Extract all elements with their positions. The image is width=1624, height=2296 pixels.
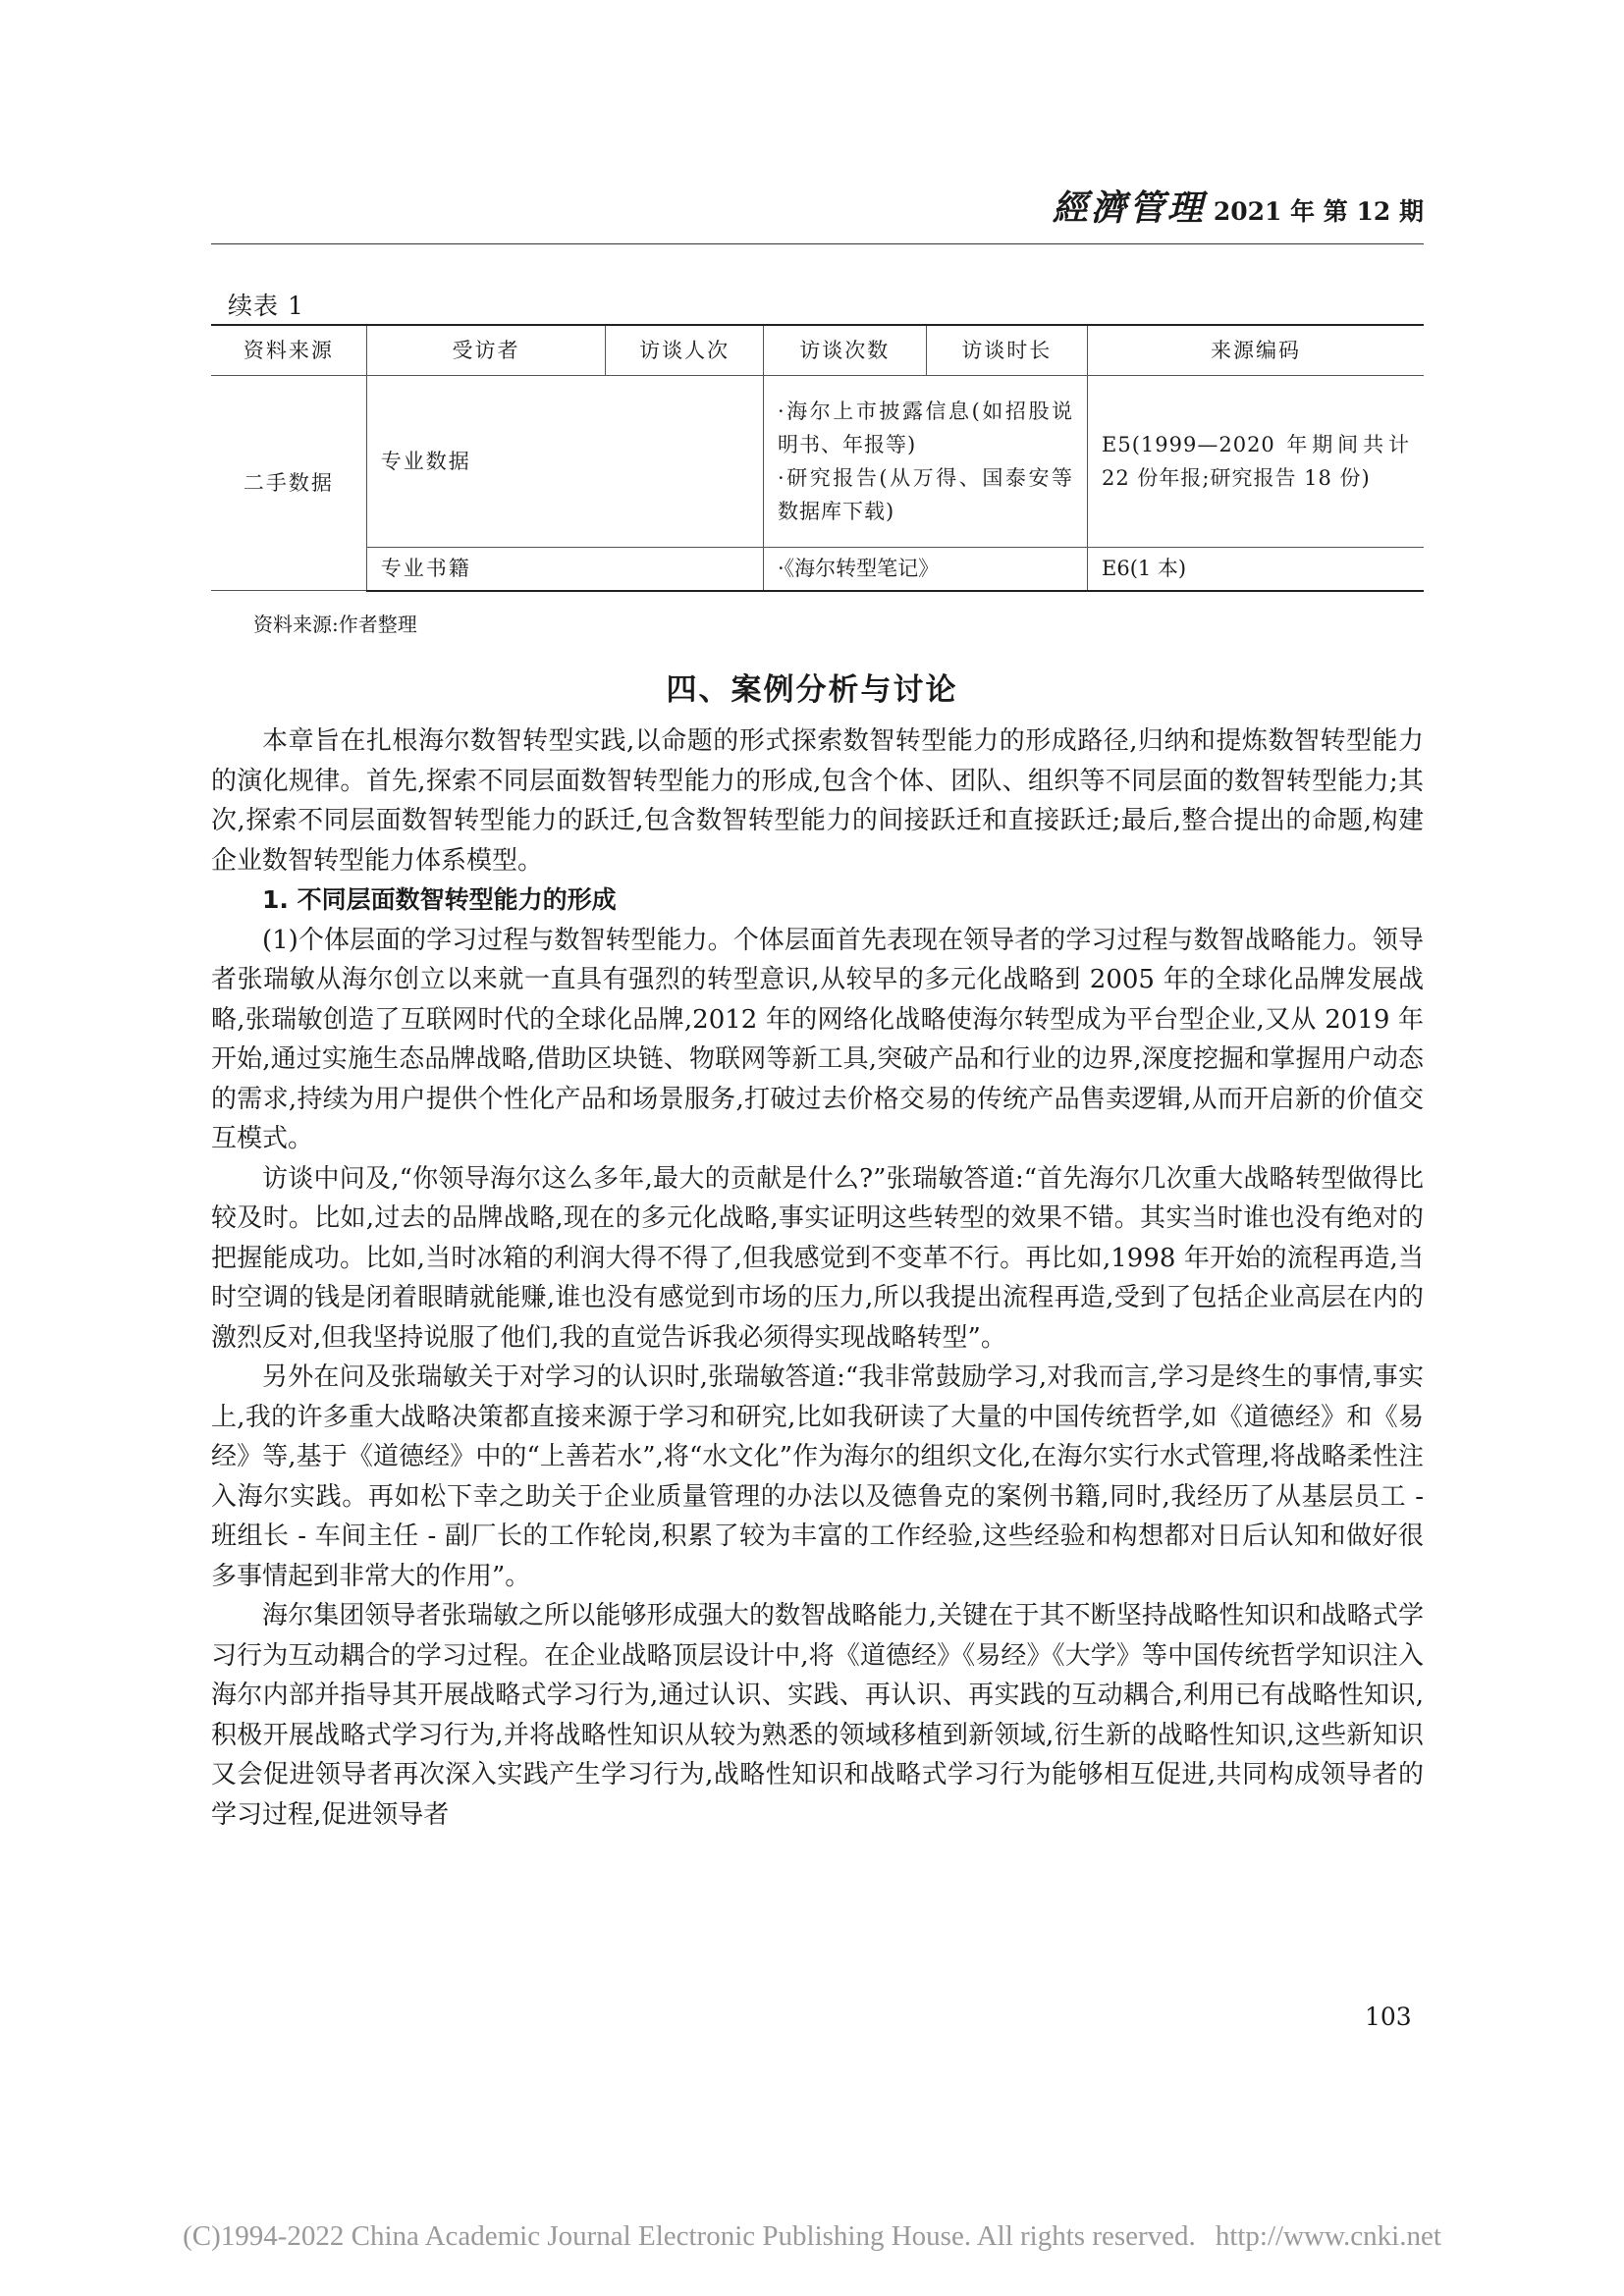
- journal-name: 經濟管理: [1052, 187, 1206, 229]
- type-cell: 专业数据: [366, 376, 763, 548]
- subsection-heading: 1. 不同层面数智转型能力的形成: [262, 885, 617, 914]
- paragraph: 本章旨在扎根海尔数智转型实践,以命题的形式探索数智转型能力的形成路径,归纳和提炼数智转型能力的演化规律。首先,探索不同层面数智转型能力的形成,包含个体、团队、组织等不同层面的数智转型能力;其次,探索不同层面数智转型能力的跃迁,包含数智转型能力的间接跃迁和直接跃迁;最后,整合提出的命题,构建企业数智转型能力体系模型。: [211, 726, 1424, 876]
- code-cell: E5(1999—2020 年期间共计 22 份年报;研究报告 18 份): [1088, 376, 1424, 548]
- paragraph: 海尔集团领导者张瑞敏之所以能够形成强大的数智战略能力,关键在于其不断坚持战略性知识和战略式学习行为互动耦合的学习过程。在企业战略顶层设计中,将《道德经》《易经》《大学》等中国传统哲学知识注入海尔内部并指导其开展战略式学习行为,通过认识、实践、再认识、再实践的互动耦合,利用已有战略性知识,积极开展战略式学习行为,并将战略性知识从较为熟悉的领域移植到新领域,衍生新的战略性知识,这些新知识又会促进领导者再次深入实践产生学习行为,战略性知识和战略式学习行为能够相互促进,共同构成领导者的学习过程,促进领导者: [211, 1601, 1424, 1830]
- type-cell: 专业书籍: [366, 548, 763, 591]
- paragraph: (1)个体层面的学习过程与数智转型能力。个体层面首先表现在领导者的学习过程与数智战略能力。领导者张瑞敏从海尔创立以来就一直具有强烈的转型意识,从较早的多元化战略到 2005 年的全球化品牌发展战略,张瑞敏创造了互联网时代的全球化品牌,2012 年的网络化战略使海尔转型成为平台型企业,又从 2019 年开始,通过实施生态品牌战略,借助区块链、物联网等新工具,突破产品和行业的边界,深度挖掘和掌握用户动态的需求,持续为用户提供个性化产品和场景服务,打破过去价格交易的传统产品售卖逻辑,从而开启新的价值交互模式。: [211, 925, 1424, 1153]
- items-cell: [763, 548, 1087, 591]
- list-item: ·《海尔转型笔记》: [777, 557, 940, 581]
- items-cell: [763, 376, 1087, 548]
- copyright-footer: [0, 2220, 1624, 2253]
- copyright-text: (C)1994-2022 China Academic Journal Electronic Publishing House. All rights reserved.: [183, 2220, 1196, 2252]
- code-cell: E6(1 本): [1088, 548, 1424, 591]
- table-row: [211, 376, 1424, 548]
- body-text: [211, 721, 1424, 1835]
- paragraph: 访谈中问及,“你领导海尔这么多年,最大的贡献是什么?”张瑞敏答道:“首先海尔几次重大战略转型做得比较及时。比如,过去的品牌战略,现在的多元化战略,事实证明这些转型的效果不错。其实当时谁也没有绝对的把握能成功。比如,当时冰箱的利润大得不得了,但我感觉到不变革不行。再比如,1998 年开始的流程再造,当时空调的钱是闭着眼睛就能赚,谁也没有感觉到市场的压力,所以我提出流程再造,受到了包括企业高层在内的激烈反对,但我坚持说服了他们,我的直觉告诉我必须得实现战略转型”。: [211, 1163, 1424, 1353]
- issue-label: 2021 年 第 12 期: [1213, 197, 1424, 226]
- paragraph: 另外在问及张瑞敏关于对学习的认识时,张瑞敏答道:“我非常鼓励学习,对我而言,学习是终生的事情,事实上,我的许多重大战略决策都直接来源于学习和研究,比如我研读了大量的中国传统哲学,如《道德经》和《易经》等,基于《道德经》中的“上善若水”,将“水文化”作为海尔的组织文化,在海尔实行水式管理,将战略柔性注入海尔实践。再如松下幸之助关于企业质量管理的办法以及德鲁克的案例书籍,同时,我经历了从基层员工 - 班组长 - 车间主任 - 副厂长的工作轮岗,积累了较为丰富的工作经验,这些经验和构想都对日后认知和做好很多事情起到非常大的作用”。: [211, 1362, 1424, 1591]
- column-header: 资料来源: [211, 325, 366, 376]
- column-header: 来源编码: [1088, 325, 1424, 376]
- section-title: 四、案例分析与讨论: [666, 672, 958, 708]
- table-header-row: [211, 325, 1424, 376]
- list-item: ·海尔上市披露信息(如招股说明书、年报等): [777, 400, 1074, 456]
- table-row: [211, 548, 1424, 591]
- page-number: 103: [1365, 2002, 1412, 2031]
- column-header: 访谈人次: [606, 325, 764, 376]
- column-header: 访谈次数: [763, 325, 926, 376]
- table-caption: 续表 1: [228, 292, 304, 320]
- category-cell: 二手数据: [211, 376, 366, 591]
- journal-brand: [1053, 188, 1424, 232]
- footer-url: http://www.cnki.net: [1215, 2220, 1441, 2252]
- column-header: 访谈时长: [926, 325, 1087, 376]
- column-header: 受访者: [366, 325, 606, 376]
- list-item: ·研究报告(从万得、国泰安等数据库下载): [777, 466, 1074, 523]
- running-header: [211, 188, 1424, 244]
- data-source-table: [211, 324, 1424, 592]
- table-source-note: 资料来源:作者整理: [253, 613, 417, 636]
